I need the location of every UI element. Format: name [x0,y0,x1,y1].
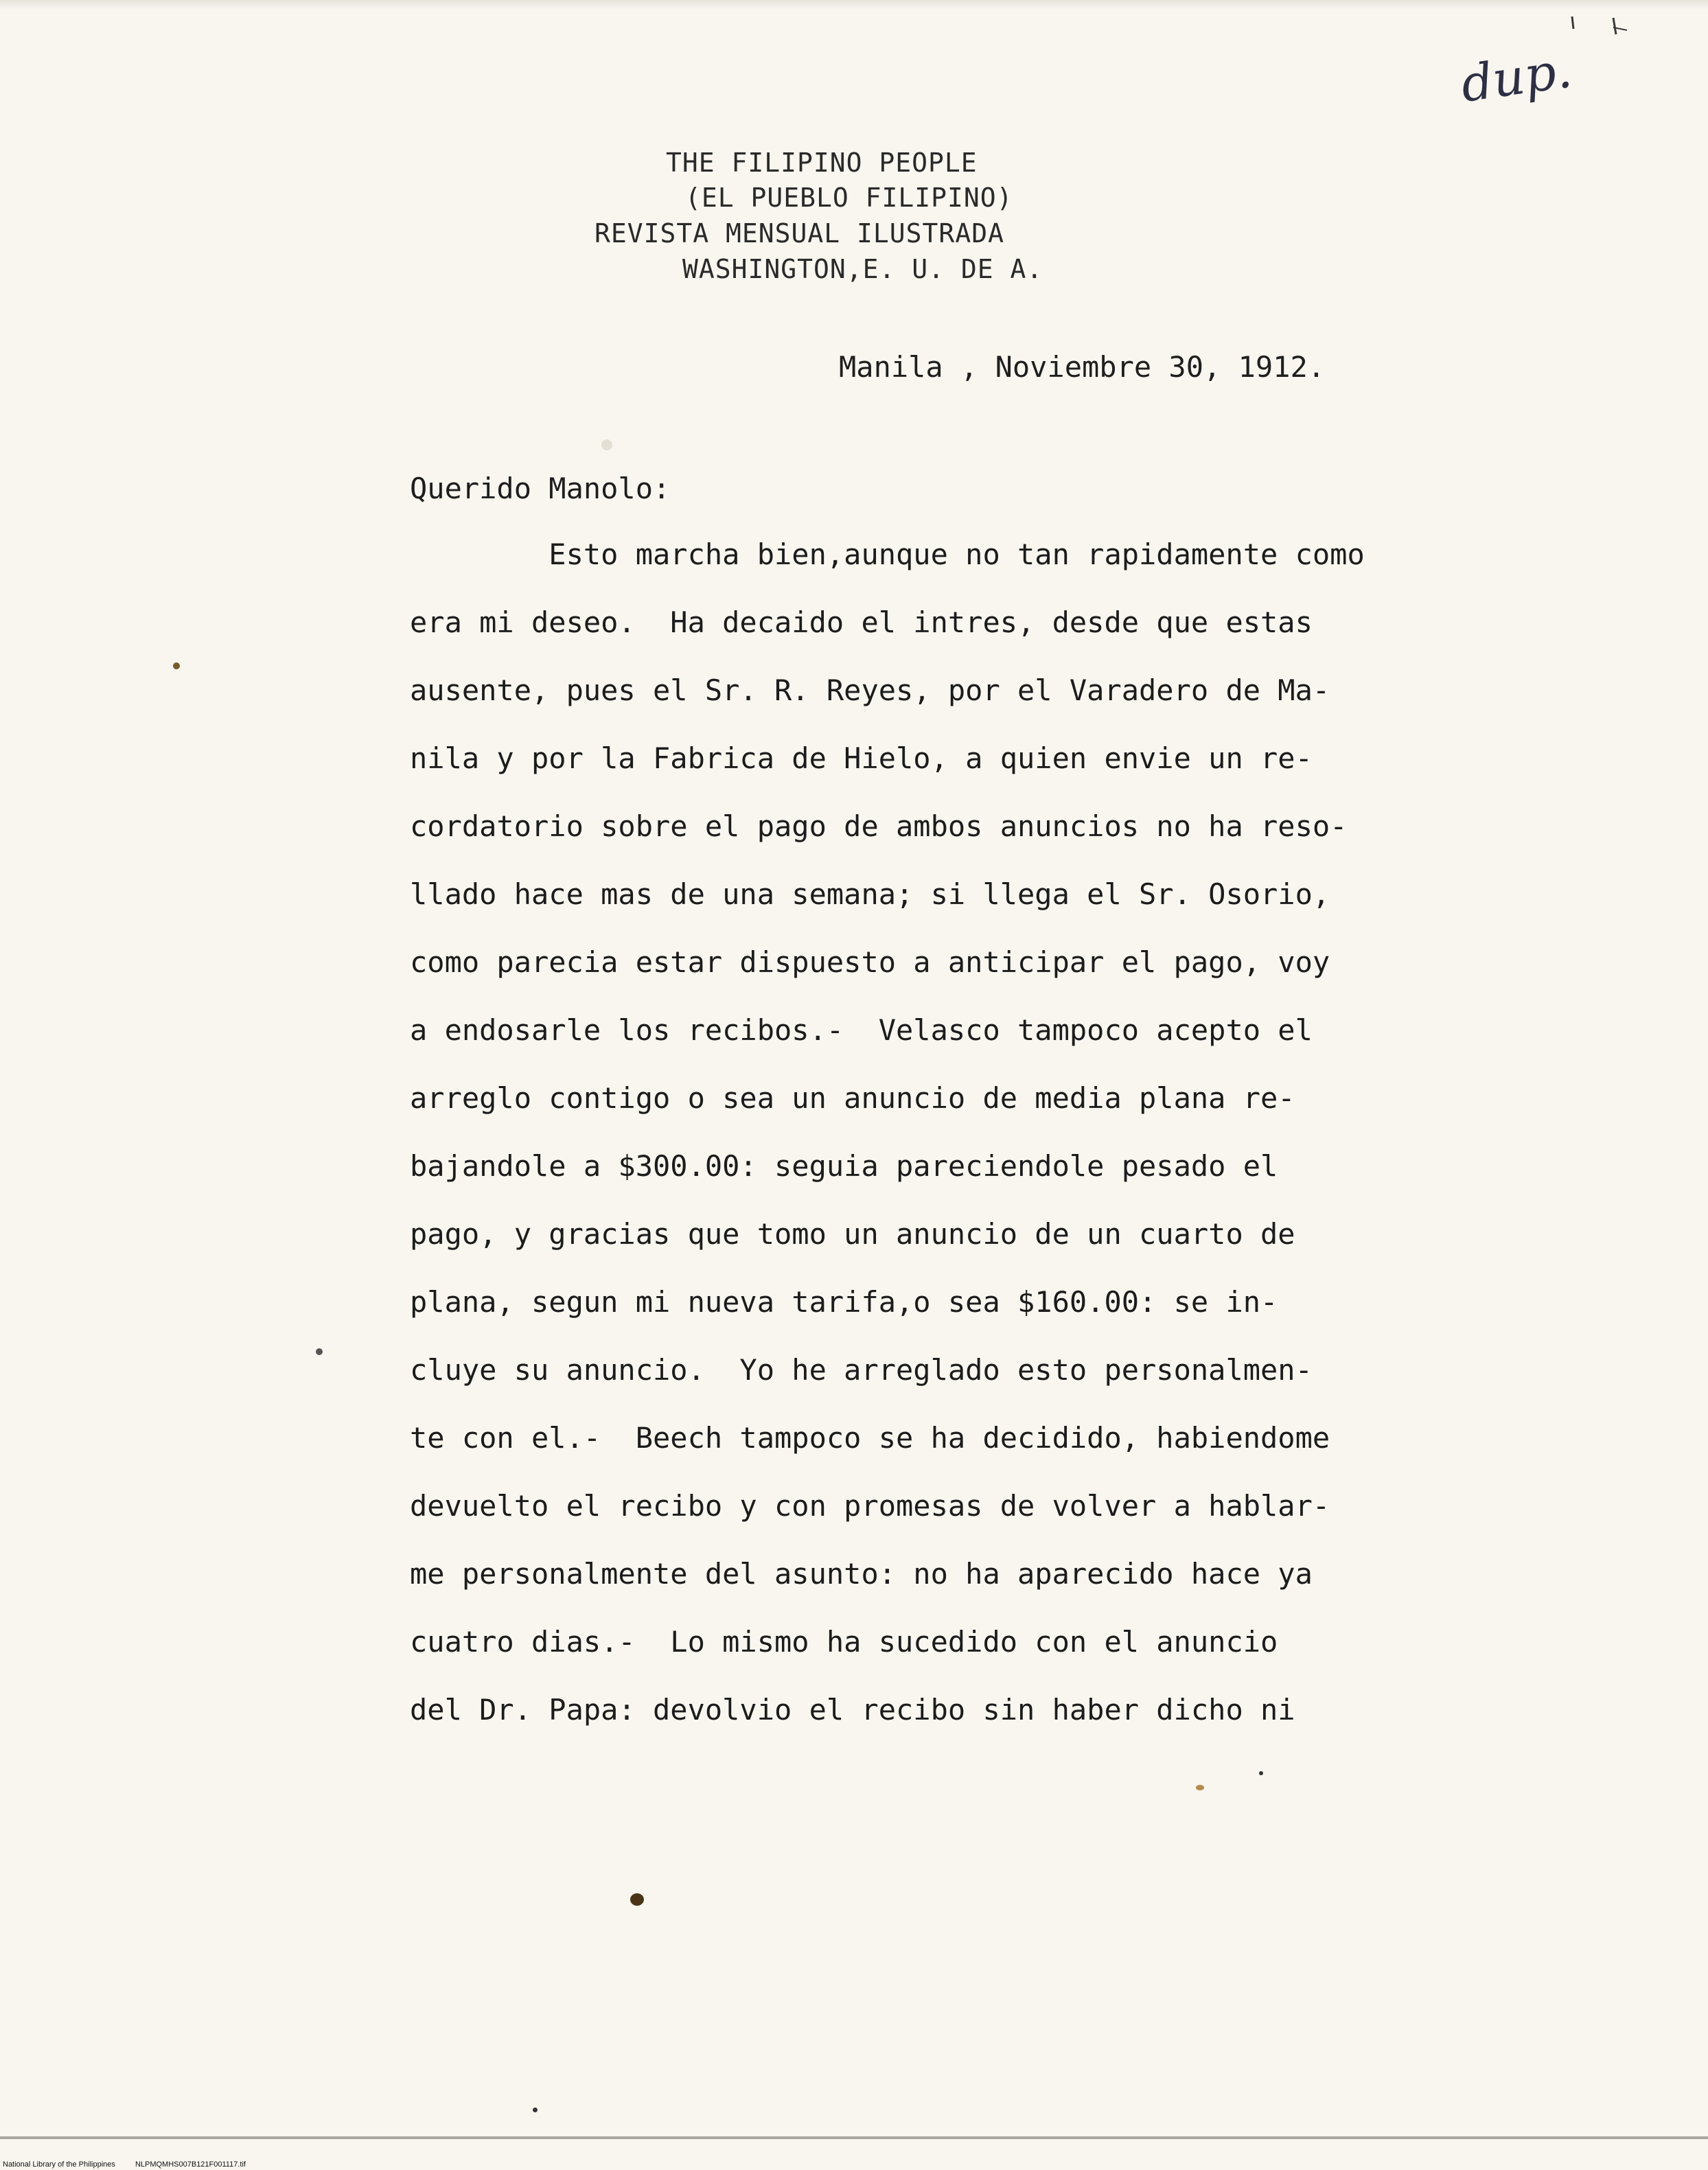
body-line: te con el.- Beech tampoco se ha decidido, habiendome [410,1421,1330,1455]
body-line: cluye su anuncio. Yo he arreglado esto personalmen- [410,1353,1313,1387]
letterhead-subtitle: (EL PUEBLO FILIPINO) [685,183,1013,213]
footer-institution: National Library of the Philippines [3,2160,115,2169]
paper-spot [601,439,612,450]
body-line: llado hace mas de una semana; si llega el Sr. Osorio, [410,877,1330,911]
body-line: pago, y gracias que tomo un anuncio de un cuarto de [410,1217,1295,1251]
body-line: como parecia estar dispuesto a anticipar el pago, voy [410,945,1330,979]
ink-speck [1196,1785,1204,1790]
letterhead-location: WASHINGTON,E. U. DE A. [682,254,1043,284]
ink-speck [1259,1771,1263,1775]
footer-file-id: NLPMQMHS007B121F001117.tif [135,2160,246,2169]
body-line: cordatorio sobre el pago de ambos anuncios no ha reso- [410,809,1348,843]
body-line: arreglo contigo o sea un anuncio de media plana re- [410,1081,1295,1115]
salutation: Querido Manolo: [410,472,671,505]
body-line: ausente, pues el Sr. R. Reyes, por el Varadero de Ma- [410,673,1330,707]
body-line: era mi deseo. Ha decaido el intres, desde que estas [410,605,1313,639]
scan-footer [3,2160,264,2169]
ink-speck [173,662,180,669]
letter-date: Manila , Noviembre 30, 1912. [839,350,1326,384]
letterhead-description: REVISTA MENSUAL ILUSTRADA [595,218,1004,249]
ink-speck [630,1893,644,1906]
body-line: plana, segun mi nueva tarifa,o sea $160.00: se in- [410,1285,1278,1319]
body-line: bajandole a $300.00: seguia pareciendole pesado el [410,1149,1278,1183]
body-line: nila y por la Fabrica de Hielo, a quien envie un re- [410,741,1313,775]
pencil-marks [1510,7,1634,51]
body-line: me personalmente del asunto: no ha aparecido hace ya [410,1557,1313,1591]
scan-bottom-edge [0,2136,1708,2139]
body-line: a endosarle los recibos.- Velasco tampoco acepto el [410,1013,1313,1047]
handwritten-annotation: dup. [1457,41,1576,113]
body-line: cuatro dias.- Lo mismo ha sucedido con el anuncio [410,1625,1278,1659]
body-line: Esto marcha bien,aunque no tan rapidamente como [410,538,1365,571]
ink-speck [316,1348,323,1355]
letterhead-title: THE FILIPINO PEOPLE [666,148,978,178]
scan-top-edge [0,0,1708,10]
body-line: del Dr. Papa: devolvio el recibo sin haber dicho ni [410,1693,1295,1727]
ink-speck [533,2108,538,2112]
body-line: devuelto el recibo y con promesas de volver a hablar- [410,1489,1330,1523]
